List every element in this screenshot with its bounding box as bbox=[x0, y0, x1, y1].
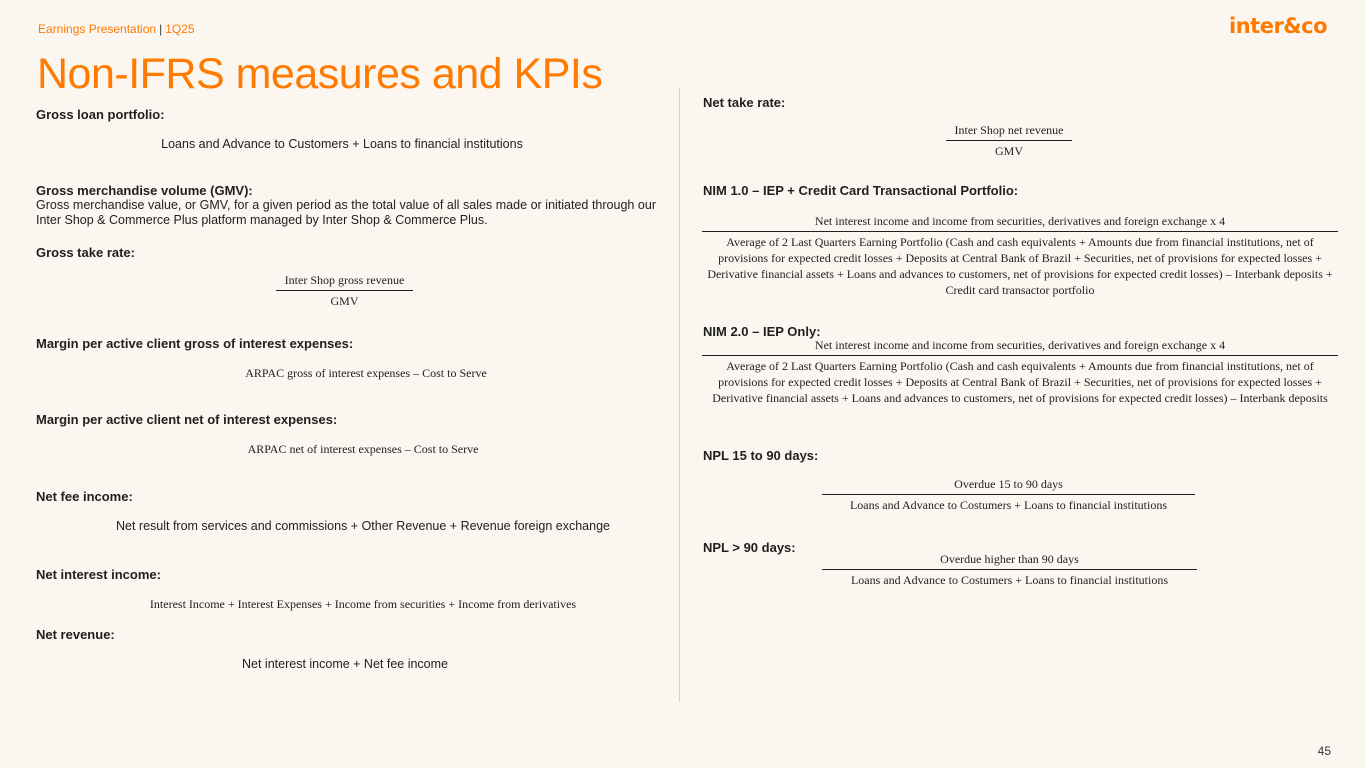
nim1-numerator: Net interest income and income from securities, derivatives and foreign exchange x 4 bbox=[814, 214, 1226, 228]
net-fee-label: Net fee income: bbox=[36, 489, 133, 504]
nim1-denominator: Average of 2 Last Quarters Earning Portfolio (Cash and cash equivalents + Amounts due from financial institutions, net of provisions for expected credit losses + Deposits at Central Bank of Brazil + Securities, net of provisions for expected losses + Derivative financial assets + Loans and advances to customers, net of provisions for expected credit losses) – Interbank deposits + Credit card transactor portfolio bbox=[707, 235, 1333, 298]
net-take-rate-label: Net take rate: bbox=[703, 95, 786, 110]
header-separator: | bbox=[159, 22, 163, 36]
page-title: Non-IFRS measures and KPIs bbox=[37, 50, 603, 98]
npl-90-denominator: Loans and Advance to Costumers + Loans to financial institutions bbox=[850, 573, 1169, 588]
gross-loan-formula: Loans and Advance to Customers + Loans to financial institutions bbox=[161, 137, 523, 151]
nim2-label: NIM 2.0 – IEP Only: bbox=[703, 324, 821, 339]
npl-15-90-fraction bbox=[822, 477, 1195, 513]
margin-gross-formula: ARPAC gross of interest expenses – Cost to Serve bbox=[245, 366, 487, 380]
npl-90-fraction bbox=[822, 552, 1197, 588]
gross-take-rate-denominator: GMV bbox=[330, 294, 359, 309]
npl-15-90-denominator: Loans and Advance to Costumers + Loans to financial institutions bbox=[849, 498, 1168, 513]
margin-gross-label: Margin per active client gross of interest expenses: bbox=[36, 336, 354, 351]
nim1-fraction bbox=[702, 214, 1338, 298]
net-interest-formula: Interest Income + Interest Expenses + Income from securities + Income from derivatives bbox=[149, 597, 577, 611]
net-fee-formula: Net result from services and commissions + Other Revenue + Revenue foreign exchange bbox=[116, 519, 610, 533]
nim1-label: NIM 1.0 – IEP + Credit Card Transactional Portfolio: bbox=[703, 183, 1019, 198]
gross-take-rate-fraction bbox=[276, 273, 413, 309]
npl-90-label: NPL > 90 days: bbox=[703, 540, 796, 555]
net-revenue-label: Net revenue: bbox=[36, 627, 115, 642]
npl-90-numerator: Overdue higher than 90 days bbox=[940, 552, 1079, 566]
margin-net-label: Margin per active client net of interest expenses: bbox=[36, 412, 338, 427]
gross-take-rate-label: Gross take rate: bbox=[36, 245, 135, 260]
gmv-description: Gross merchandise value, or GMV, for a given period as the total value of all sales made or initiated through our Inter Shop & Commerce Plus platform managed by Inter Shop & Commerce Plus. bbox=[36, 198, 656, 227]
header bbox=[38, 22, 195, 36]
net-interest-label: Net interest income: bbox=[36, 567, 161, 582]
nim2-denominator: Average of 2 Last Quarters Earning Portfolio (Cash and cash equivalents + Amounts due from financial institutions, net of provisions for expected credit losses + Deposits at Central Bank of Brazil + Securities, net of provisions for expected losses + Derivative financial assets + Loans and advances to customers, net of provisions for expected credit losses) – Interbank deposits bbox=[712, 359, 1328, 406]
header-period: 1Q25 bbox=[165, 22, 195, 36]
net-take-rate-numerator: Inter Shop net revenue bbox=[954, 123, 1064, 137]
company-logo: inter&co bbox=[1229, 14, 1327, 38]
npl-15-90-numerator: Overdue 15 to 90 days bbox=[954, 477, 1063, 491]
margin-net-formula: ARPAC net of interest expenses – Cost to Serve bbox=[247, 442, 479, 456]
page-number: 45 bbox=[1317, 744, 1331, 758]
npl-15-90-label: NPL 15 to 90 days: bbox=[703, 448, 819, 463]
gross-take-rate-numerator: Inter Shop gross revenue bbox=[284, 273, 405, 287]
net-take-rate-fraction bbox=[946, 123, 1072, 159]
nim2-numerator: Net interest income and income from securities, derivatives and foreign exchange x 4 bbox=[814, 338, 1226, 352]
gross-loan-label: Gross loan portfolio: bbox=[36, 107, 165, 122]
header-presentation: Earnings Presentation bbox=[38, 22, 157, 36]
net-revenue-formula: Net interest income + Net fee income bbox=[242, 657, 448, 671]
gmv-label: Gross merchandise volume (GMV): bbox=[36, 183, 253, 198]
nim2-fraction bbox=[702, 338, 1338, 406]
net-take-rate-denominator: GMV bbox=[994, 144, 1023, 159]
